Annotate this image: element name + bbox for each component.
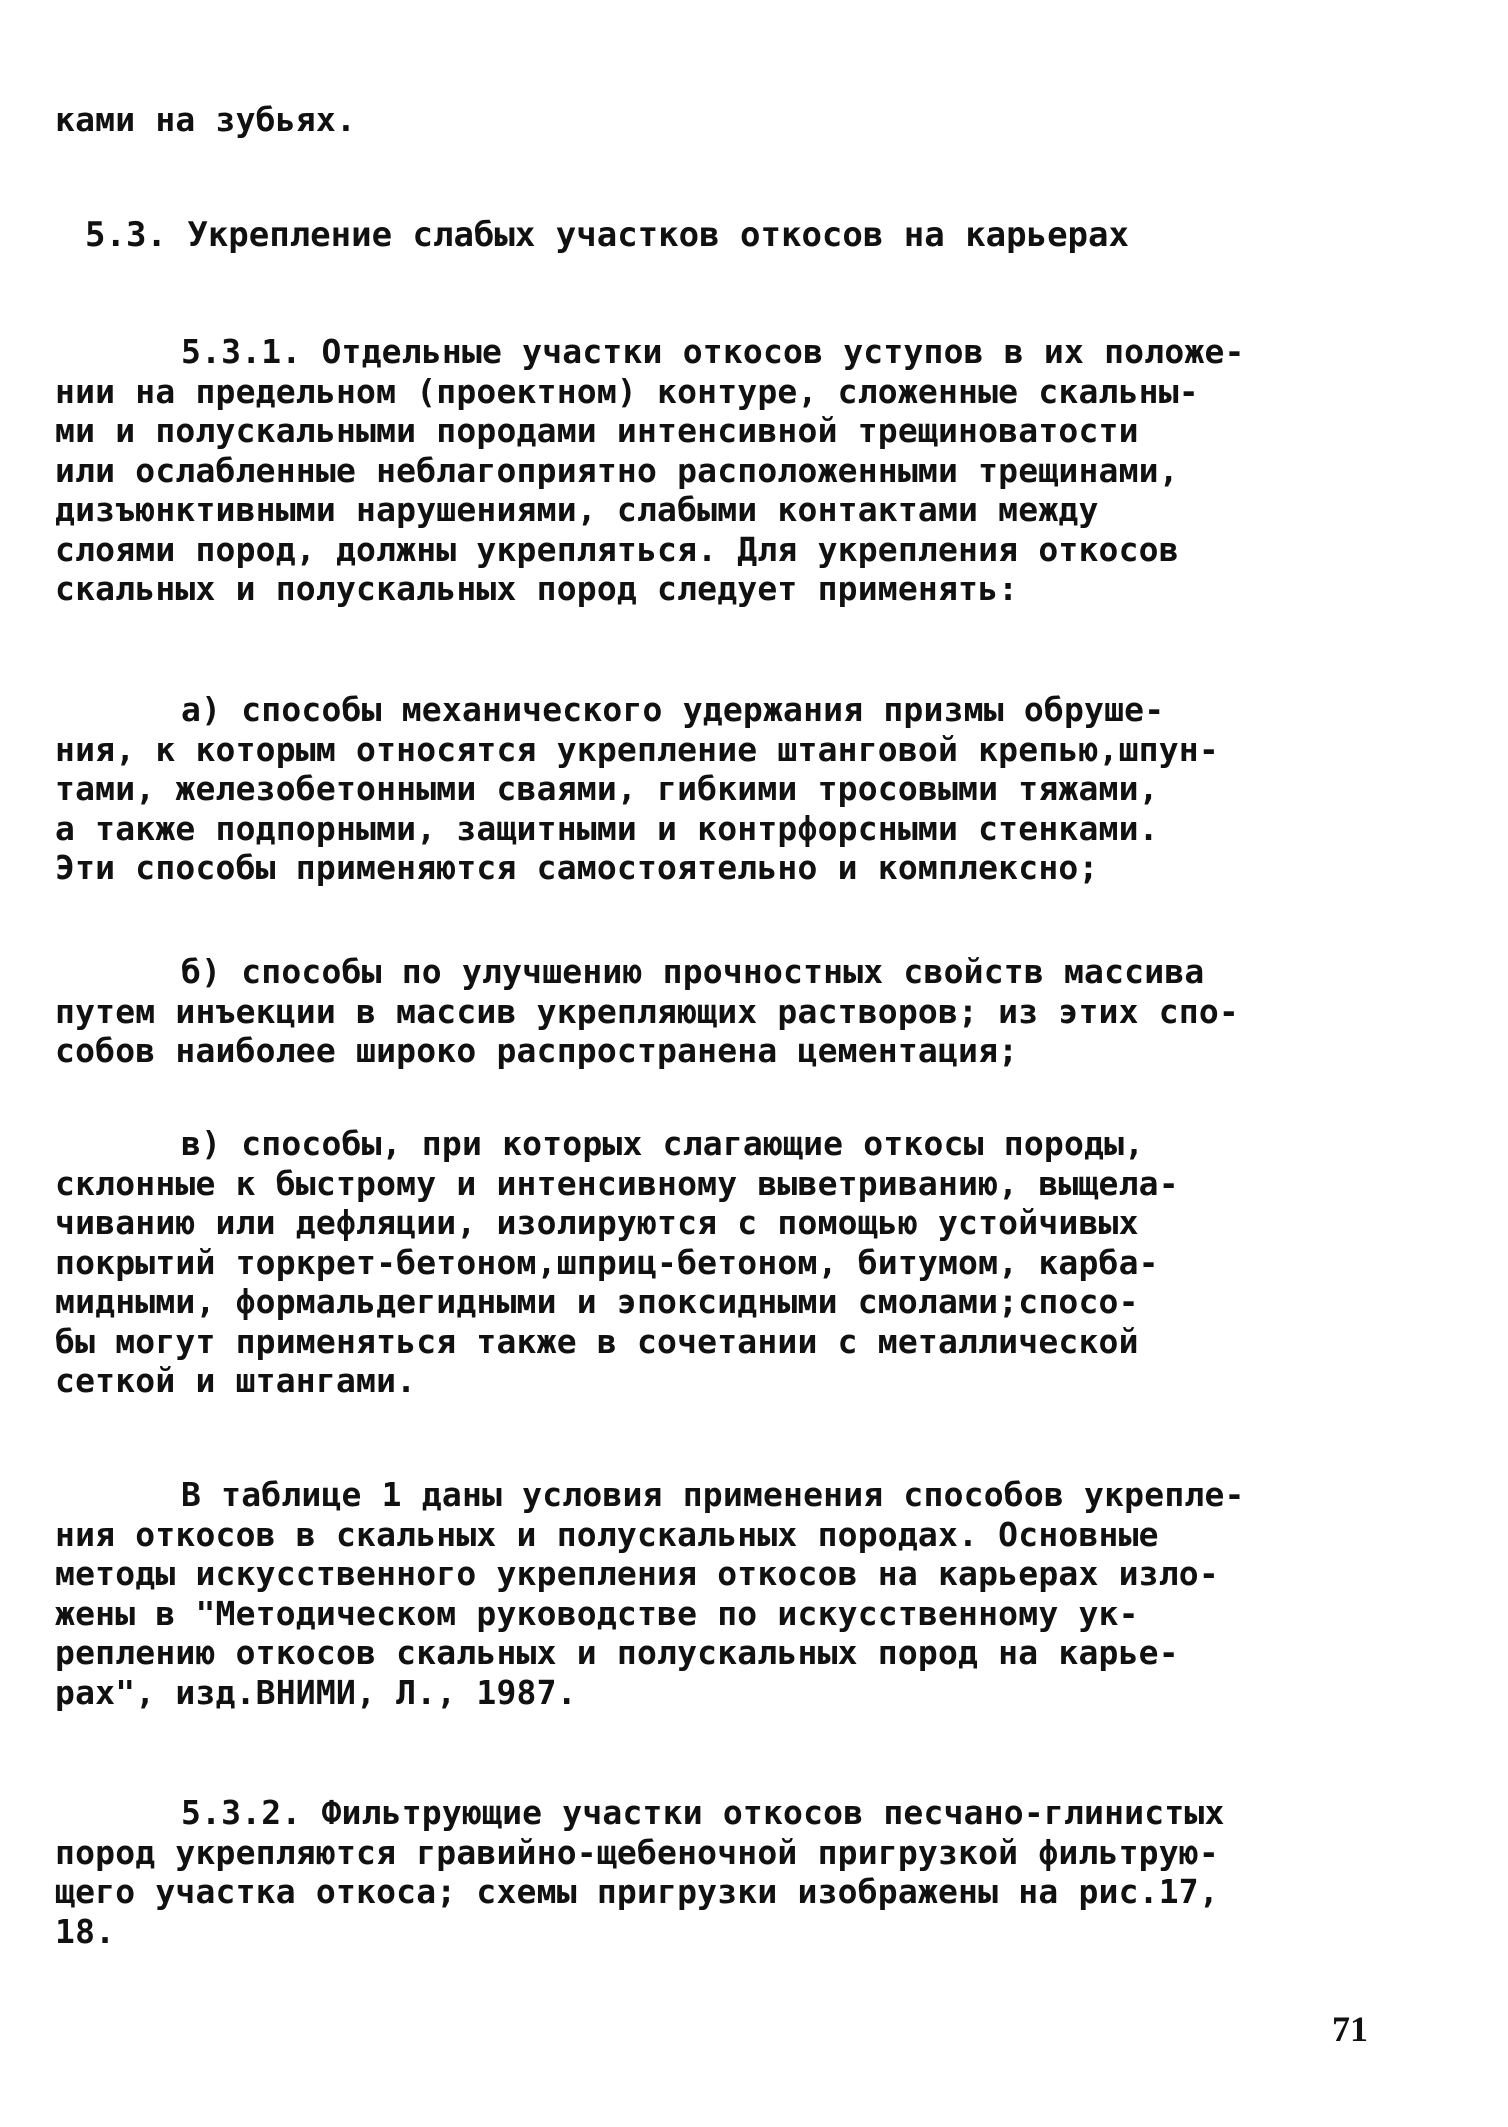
paragraph-line: склонные к быстрому и интенсивному выветриванию, выщела- — [55, 1163, 1179, 1203]
paragraph-line: жены в "Методическом руководстве по искусственному ук- — [55, 1593, 1139, 1633]
paragraph-line: 5.3.2. Фильтрующие участки откосов песчано-глинистых — [181, 1793, 1225, 1832]
paragraph-line: мидными, формальдегидными и эпоксидными смолами;спосо- — [55, 1282, 1139, 1321]
paragraph-line: 5.3.1. Отдельные участки откосов уступов в их положе- — [181, 332, 1245, 371]
paragraph-line: покрытий торкрет-бетоном,шприц-бетоном, битумом, карба- — [55, 1242, 1159, 1282]
paragraph-table-1 — [55, 1475, 1450, 1712]
paragraph-line: собов наиболее широко распространена цементация; — [55, 1031, 1019, 1070]
paragraph-line: пород укрепляются гравийно-щебеночной пригрузкой фильтрую- — [55, 1832, 1219, 1872]
paragraph-a — [55, 690, 1450, 888]
paragraph-line: 18. — [55, 1911, 116, 1951]
paragraph-line: ми и полускальными породами интенсивной трещиноватости — [55, 411, 1139, 450]
paragraph-line: дизъюнктивными нарушениями, слабыми контактами между — [55, 490, 1099, 529]
top-fragment — [55, 100, 1450, 140]
section-title: 5.3. Укрепление слабых участков откосов на карьерах — [85, 215, 1129, 255]
paragraph-b — [55, 952, 1450, 1071]
paragraph-line: реплению откосов скальных и полускальных пород на карье- — [55, 1633, 1179, 1672]
paragraph-line: ния, к которым относятся укрепление штанговой крепью,шпун- — [55, 729, 1219, 769]
paragraph-line: а также подпорными, защитными и контрфорсными стенками. — [55, 808, 1159, 848]
paragraph-line: тами, железобетонными сваями, гибкими тросовыми тяжами, — [55, 769, 1159, 808]
paragraph-line: скальных и полускальных пород следует применять: — [55, 569, 1019, 608]
paragraph-line: или ослабленные неблагоприятно расположенными трещинами, — [55, 450, 1179, 490]
paragraph-line: рах", изд.ВНИМИ, Л., 1987. — [55, 1672, 577, 1712]
paragraph-line: Эти способы применяются самостоятельно и комплексно; — [55, 848, 1099, 887]
paragraph-line: нии на предельном (проектном) контуре, сложенные скальны- — [55, 371, 1199, 411]
paragraph-line: б) способы по улучшению прочностных свойств массива — [181, 952, 1205, 991]
paragraph-line: сеткой и штангами. — [55, 1361, 417, 1400]
paragraph-line: бы могут применяться также в сочетании с металлической — [55, 1321, 1139, 1361]
paragraph-line: а) способы механического удержания призмы обруше- — [181, 690, 1165, 729]
paragraph-line: в) способы, при которых слагающие откосы породы, — [181, 1124, 1145, 1163]
paragraph-line: чиванию или дефляции, изолируются с помощью устойчивых — [55, 1203, 1139, 1242]
paragraph-line: щего участка откоса; схемы пригрузки изображены на рис.17, — [55, 1872, 1219, 1911]
paragraph-line: путем инъекции в массив укрепляющих растворов; из этих спо- — [55, 991, 1239, 1031]
paragraph-line: В таблице 1 даны условия применения способов укрепле- — [181, 1475, 1245, 1514]
paragraph-line: методы искусственного укрепления откосов на карьерах изло- — [55, 1554, 1219, 1593]
paragraph-5-3-1 — [55, 332, 1450, 609]
page-number: 71 — [1332, 2009, 1368, 2049]
top-fragment-line: ками на зубьях. — [55, 100, 357, 139]
paragraph-line: ния откосов в скальных и полускальных породах. Основные — [55, 1514, 1159, 1554]
paragraph-v — [55, 1124, 1450, 1401]
paragraph-5-3-2 — [55, 1793, 1450, 1951]
paragraph-line: слоями пород, должны укрепляться. Для укрепления откосов — [55, 529, 1179, 569]
